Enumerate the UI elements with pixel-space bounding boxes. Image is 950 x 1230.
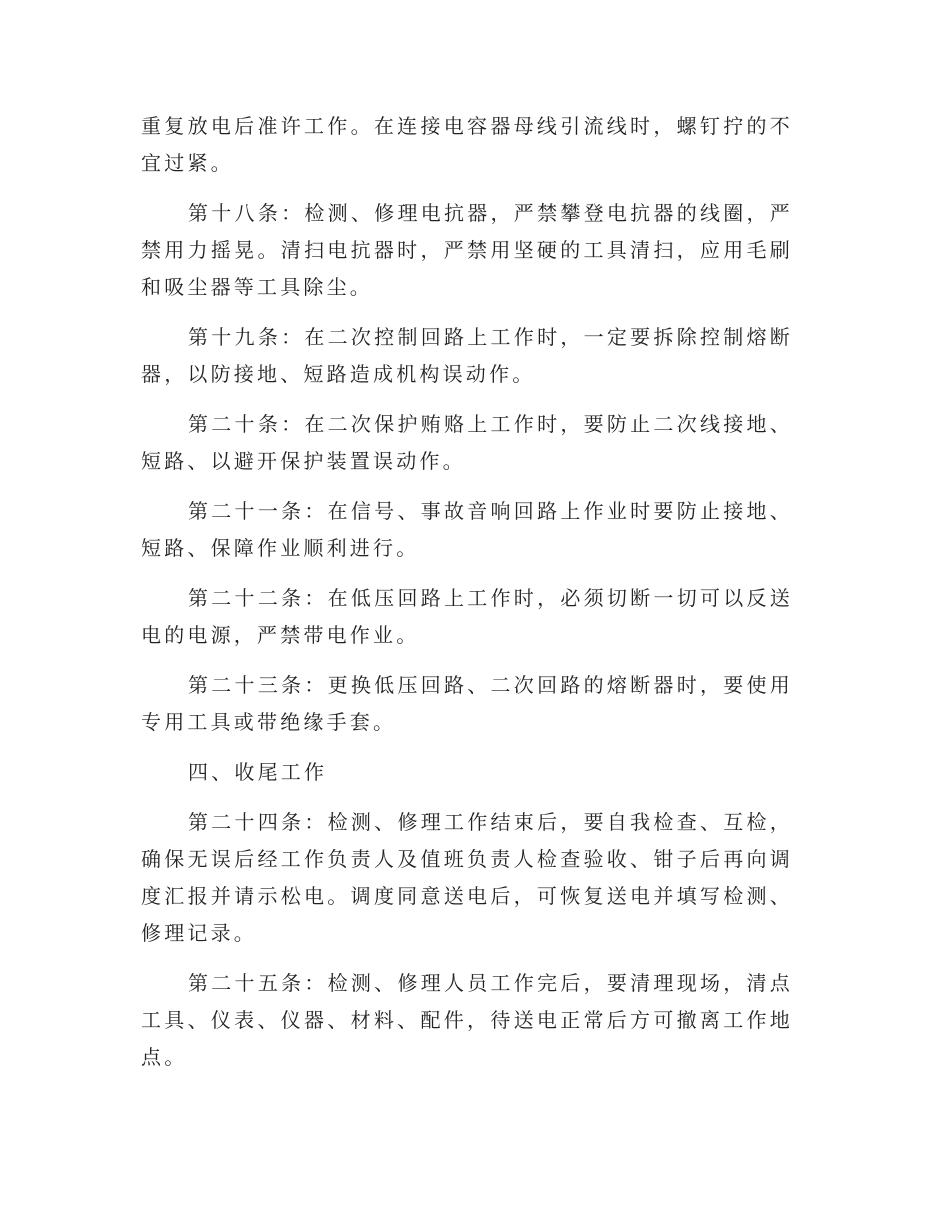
article-25: 第二十五条：检测、修理人员工作完后，要清理现场，清点工具、仪表、仪器、材料、配件，待送电正常后方可撤离工作地点。 (141, 971, 793, 1069)
article-20: 第二十条：在二次保护贿赂上工作时，要防止二次线接地、短路、以避开保护装置误动作。 (141, 412, 793, 473)
article-21: 第二十一条：在信号、事故音响回路上作业时要防止接地、短路、保障作业顺利进行。 (141, 499, 793, 560)
paragraph-continuation: 重复放电后准许工作。在连接电容器母线引流线时，螺钉拧的不宜过紧。 (141, 114, 793, 175)
article-19: 第十九条：在二次控制回路上工作时，一定要拆除控制熔断器，以防接地、短路造成机构误动作。 (141, 325, 793, 386)
section-heading-closing-work: 四、收尾工作 (188, 760, 328, 784)
document-page (141, 108, 793, 1089)
article-18: 第十八条：检测、修理电抗器，严禁攀登电抗器的线圈，严禁用力摇晃。清扫电抗器时，严禁用坚硬的工具清扫，应用毛刷和吸尘器等工具除尘。 (141, 201, 793, 299)
article-22: 第二十二条：在低压回路上工作时，必须切断一切可以反送电的电源，严禁带电作业。 (141, 586, 793, 647)
article-24: 第二十四条：检测、修理工作结束后，要自我检查、互检，确保无误后经工作负责人及值班负责人检查验收、钳子后再向调度汇报并请示松电。调度同意送电后，可恢复送电并填写检测、修理记录。 (141, 810, 793, 945)
article-23: 第二十三条：更换低压回路、二次回路的熔断器时，要使用专用工具或带绝缘手套。 (141, 673, 793, 734)
